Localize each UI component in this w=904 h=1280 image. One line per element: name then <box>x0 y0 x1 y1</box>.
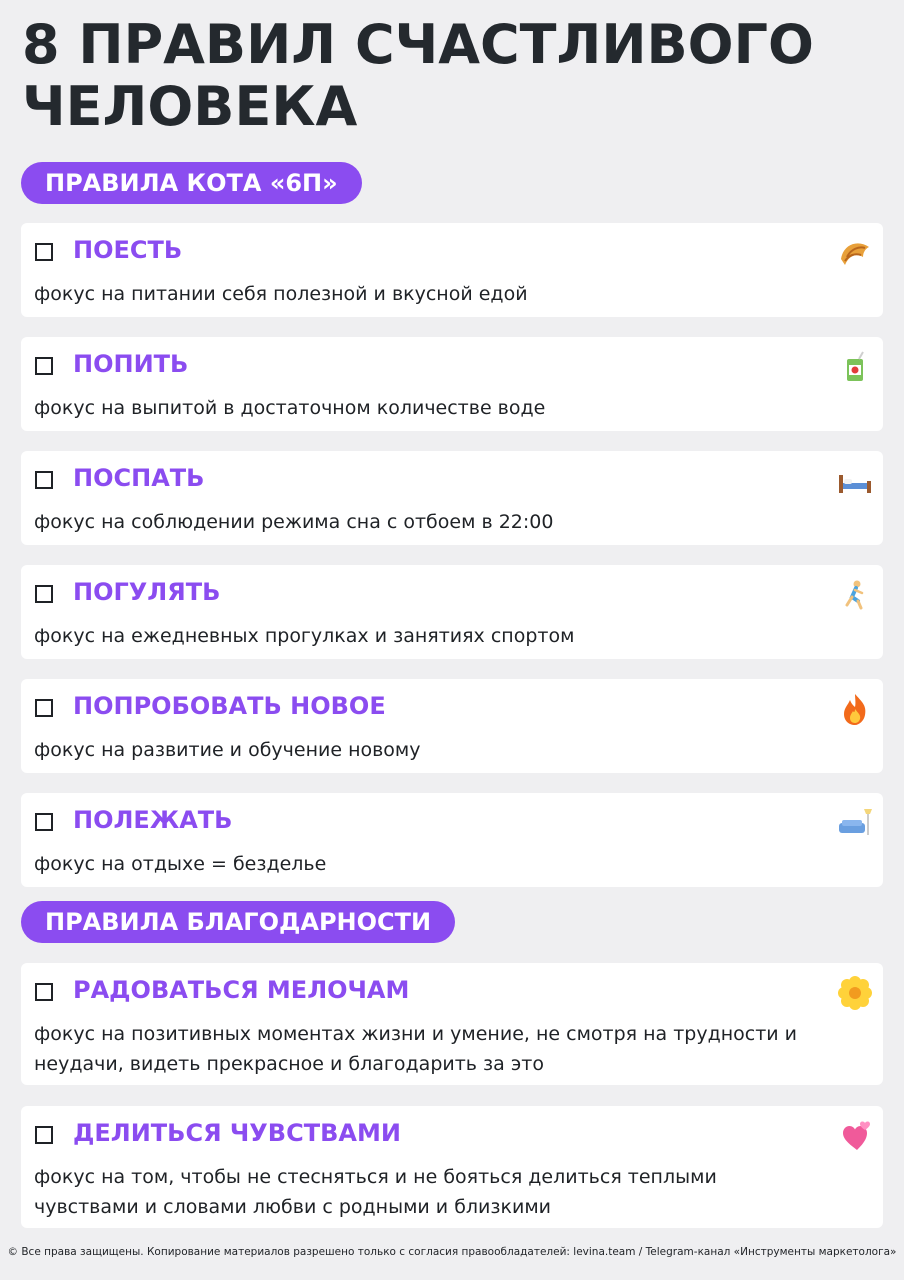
rule-heading: ПОПИТЬ <box>73 350 189 378</box>
rule-description: фокус на выпитой в достаточном количестве воде <box>34 397 546 419</box>
rule-card-sleep <box>21 451 883 545</box>
checkbox[interactable] <box>35 471 53 489</box>
blossom-icon <box>837 975 873 1011</box>
rule-card-try-new <box>21 679 883 773</box>
section-label-cat-rules: ПРАВИЛА КОТА «6П» <box>21 162 362 204</box>
croissant-icon <box>837 235 873 271</box>
copyright-footer: © Все права защищены. Копирование материалов разрешено только с согласия правообладателей: levina.team / Telegram-канал «Инструменты маркетолога» <box>7 1246 897 1258</box>
page-title: 8 ПРАВИЛ СЧАСТЛИВОГО ЧЕЛОВЕКА <box>22 13 814 138</box>
section-label-gratitude-rules: ПРАВИЛА БЛАГОДАРНОСТИ <box>21 901 455 943</box>
rule-description: фокус на отдыхе = безделье <box>34 853 327 875</box>
two-hearts-icon <box>837 1118 873 1154</box>
checkbox[interactable] <box>35 983 53 1001</box>
running-woman-icon <box>837 577 873 613</box>
rule-heading: ПОГУЛЯТЬ <box>73 578 221 606</box>
checkbox[interactable] <box>35 357 53 375</box>
rule-heading: ДЕЛИТЬСЯ ЧУВСТВАМИ <box>73 1119 401 1147</box>
rule-description: фокус на позитивных моментах жизни и умение, не смотря на трудности и неудачи, видеть прекрасное и благодарить за это <box>34 1023 798 1075</box>
rule-description: фокус на ежедневных прогулках и занятиях спортом <box>34 625 575 647</box>
checkbox[interactable] <box>35 243 53 261</box>
rule-heading: РАДОВАТЬСЯ МЕЛОЧАМ <box>73 976 410 1004</box>
rule-heading: ПОСПАТЬ <box>73 464 205 492</box>
fire-icon <box>837 691 873 727</box>
checkbox[interactable] <box>35 813 53 831</box>
couch-lamp-icon <box>837 805 873 841</box>
rule-heading: ПОЛЕЖАТЬ <box>73 806 233 834</box>
rule-card-small-joys <box>21 963 883 1085</box>
checkbox[interactable] <box>35 585 53 603</box>
rule-description: фокус на соблюдении режима сна с отбоем в 22:00 <box>34 511 554 533</box>
checkbox[interactable] <box>35 1126 53 1144</box>
rule-heading: ПОЕСТЬ <box>73 236 183 264</box>
rule-card-walk <box>21 565 883 659</box>
rule-card-rest <box>21 793 883 887</box>
rule-card-share-feelings <box>21 1106 883 1228</box>
rule-card-eat <box>21 223 883 317</box>
rule-card-drink <box>21 337 883 431</box>
checkbox[interactable] <box>35 699 53 717</box>
rule-description: фокус на развитие и обучение новому <box>34 739 421 761</box>
bed-icon <box>837 463 873 499</box>
rule-description: фокус на питании себя полезной и вкусной едой <box>34 283 528 305</box>
rule-heading: ПОПРОБОВАТЬ НОВОЕ <box>73 692 386 720</box>
rule-description: фокус на том, чтобы не стесняться и не бояться делиться теплыми чувствами и словами любви с родными и близкими <box>34 1166 717 1218</box>
juice-box-icon <box>837 349 873 385</box>
